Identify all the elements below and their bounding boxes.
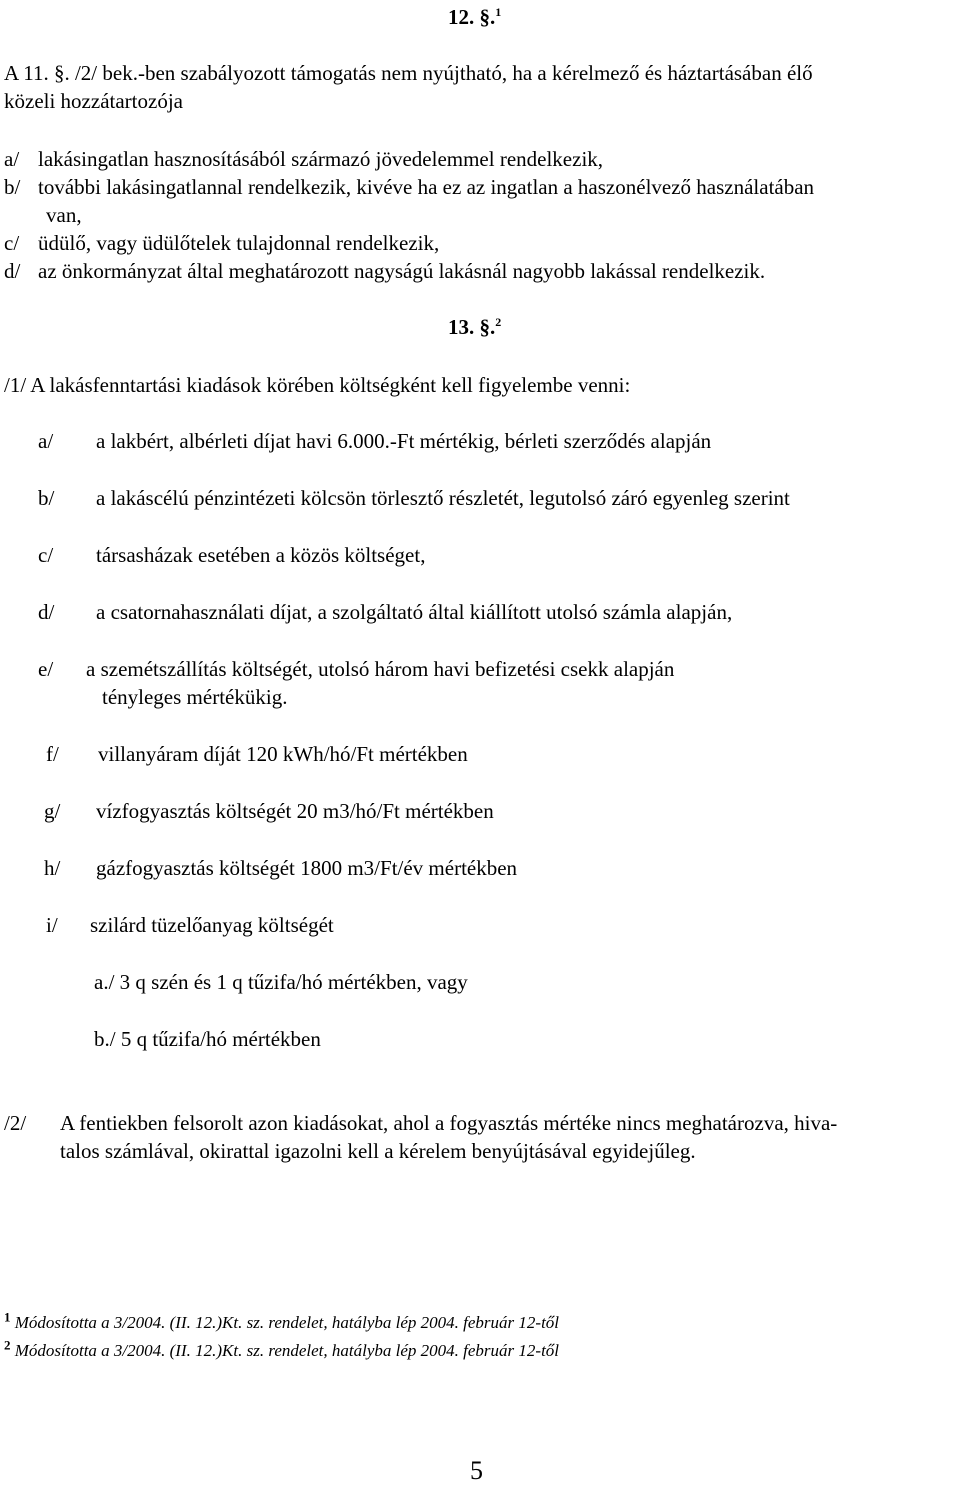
section-12-item-a (4, 146, 603, 173)
section-12-item-b-continuation: van, (46, 203, 82, 227)
section-12-intro-line-2: közeli hozzátartozója (4, 89, 183, 113)
item-text: az önkormányzat által meghatározott nagyságú lakásnál nagyobb lakással rendelkezik. (38, 259, 766, 283)
footnote-ref-1: 1 (495, 5, 502, 19)
footnote-text: Módosította a 3/2004. (II. 12.)Kt. sz. rendelet, hatályba lép 2004. február 12-től (14, 1313, 560, 1332)
section-12-intro-line-1: A 11. §. /2/ bek.-ben szabályozott támogatás nem nyújtható, ha a kérelmező és háztartásában élő (4, 61, 813, 85)
section-13-paragraph-2-line-2: talos számlával, okirattal igazolni kell a kérelem benyújtásával egyidejűleg. (60, 1139, 696, 1163)
footnote-1 (4, 1309, 560, 1334)
section-13-item-e-marker: e/ (38, 657, 54, 681)
footnote-marker: 2 (4, 1337, 11, 1353)
item-text: üdülő, vagy üdülőtelek tulajdonnal rendelkezik, (38, 231, 440, 255)
item-text: további lakásingatlannal rendelkezik, kivéve ha ez az ingatlan a haszonélvező használatában (38, 175, 815, 199)
section-13-item-h-text: gázfogyasztás költségét 1800 m3/Ft/év mértékben (96, 856, 518, 880)
section-13-item-b-text: a lakáscélú pénzintézeti kölcsön törlesztő részletét, legutolsó záró egyenleg szerint (96, 486, 790, 510)
section-13-item-h-marker: h/ (44, 856, 61, 880)
section-13-paragraph-2-marker: /2/ (4, 1111, 27, 1135)
section-13-item-i-text: szilárd tüzelőanyag költségét (90, 913, 334, 937)
section-13-item-c-text: társasházak esetében a közös költséget, (96, 543, 426, 567)
section-12-item-d (4, 258, 765, 285)
item-marker: d/ (4, 259, 21, 283)
section-13-item-f-marker: f/ (46, 742, 59, 766)
section-13-paragraph-2-line-1: A fentiekben felsorolt azon kiadásokat, ahol a fogyasztás mértéke nincs meghatározva, hiva- (60, 1111, 838, 1135)
page-number: 5 (470, 1456, 483, 1485)
footnote-marker: 1 (4, 1309, 11, 1325)
section-13-heading: 13. §.$^2$ (448, 315, 502, 339)
footnote-text: Módosította a 3/2004. (II. 12.)Kt. sz. rendelet, hatályba lép 2004. február 12-től (14, 1341, 560, 1360)
section-13-item-d-text: a csatornahasználati díjat, a szolgáltató által kiállított utolsó számla alapján, (96, 600, 733, 624)
section-13-item-g-text: vízfogyasztás költségét 20 m3/hó/Ft mértékben (96, 799, 494, 823)
section-13-paragraph-1: /1/ A lakásfenntartási kiadások körében költségként kell figyelembe venni: (4, 373, 631, 397)
item-marker: c/ (4, 231, 20, 255)
section-12-item-c (4, 230, 439, 257)
item-marker: b/ (4, 175, 21, 199)
section-13-item-b-marker: b/ (38, 486, 55, 510)
section-13-item-a-marker: a/ (38, 429, 54, 453)
section-13-item-e-continuation: tényleges mértékükig. (102, 685, 288, 709)
section-13-sub-item-a: a./ 3 q szén és 1 q tűzifa/hó mértékben, vagy (94, 970, 468, 994)
section-12-item-b (4, 174, 814, 201)
section-13-item-f-text: villanyáram díját 120 kWh/hó/Ft mértékben (98, 742, 468, 766)
section-13-item-d-marker: d/ (38, 600, 55, 624)
section-12-heading: 12. §.$^1$ (448, 5, 502, 29)
section-13-item-e-text: a szemétszállítás költségét, utolsó három havi befizetési csekk alapján (86, 657, 675, 681)
footnote-ref-2: 2 (495, 315, 502, 329)
footnote-2 (4, 1337, 560, 1362)
section-13-item-i-marker: i/ (46, 913, 58, 937)
section-13-item-c-marker: c/ (38, 543, 54, 567)
section-13-item-a-text: a lakbért, albérleti díjat havi 6.000.-Ft mértékig, bérleti szerződés alapján (96, 429, 712, 453)
item-text: lakásingatlan hasznosításából származó jövedelemmel rendelkezik, (38, 147, 604, 171)
section-13-item-g-marker: g/ (44, 799, 61, 823)
item-marker: a/ (4, 147, 20, 171)
section-13-sub-item-b: b./ 5 q tűzifa/hó mértékben (94, 1027, 321, 1051)
